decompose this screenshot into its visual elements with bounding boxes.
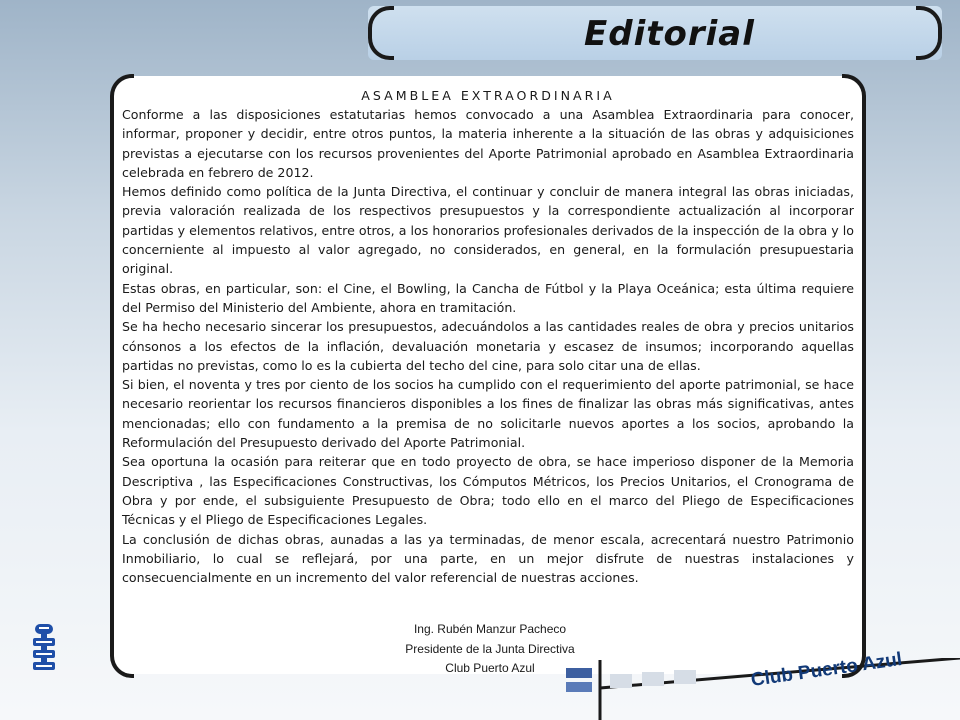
club-name-footer: Club Puerto Azul — [749, 648, 904, 691]
article-paragraph: Sea oportuna la ocasión para reiterar que en todo proyecto de obra, se hace imperioso disponer de la Memoria Descriptiva , las Especificaciones Constructivas, los Cómputos Métricos, los Precios Unitarios, el Cronograma de Obra y por ende, el subsiguiente Presupuesto de Obra; todo ello en el marco del Pliego de Especificaciones Técnicas y el Pliego de Especificaciones Legales. — [122, 454, 854, 528]
article-heading: ASAMBLEA EXTRAORDINARIA — [361, 88, 615, 103]
signature-name: Ing. Rubén Manzur Pacheco — [413, 622, 567, 636]
article — [122, 86, 854, 587]
article-paragraph: Conforme a las disposiciones estatutarias hemos convocado a una Asamblea Extraordinaria para conocer, informar, proponer y decidir, entre otros puntos, la materia inherente a la situación de las obras y adquisiciones previstas a ejecutarse con los recursos provenientes del Aporte Patrimonial aprobado en Asamblea Extraordinaria celebrada en febrero de 2012. — [122, 107, 854, 180]
panel-frame-right — [862, 120, 866, 630]
article-paragraph: Estas obras, en particular, son: el Cine, el Bowling, la Cancha de Fútbol y la Playa Oceánica; esta última requiere del Permiso del Ministerio del Ambiente, ahora en tramitación. — [122, 280, 854, 315]
panel-frame-left — [110, 120, 114, 630]
signature-role: Presidente de la Junta Directiva — [405, 641, 575, 656]
club-logo-icon — [20, 622, 68, 678]
signature-org: Club Puerto Azul — [445, 661, 535, 675]
article-paragraph: Hemos definido como política de la Junta Directiva, el continuar y concluir de manera integral las obras iniciadas, previa valoración realizada de los respectivos presupuestos y la correspondiente actualización al incorporar partidas y elementos relativos, entre otros, a los honorarios profesionales derivados de la inspección de la obra y lo concerniente al impuesto al valor agregado, no considerados, en general, en la formulación presupuestaria original. — [122, 184, 854, 277]
article-paragraph: Se ha hecho necesario sincerar los presupuestos, adecuándolos a las cantidades reales de obra y precios unitarios cónsonos a los efectos de la inflación, devaluación monetaria y escasez de insumos; incorporando aquellas partidas no previstas, como lo es la cubierta del techo del cine, para solo citar una de ellas. — [122, 319, 854, 373]
page-title: Editorial — [584, 14, 755, 54]
panel-frame-bottom-left — [110, 628, 134, 678]
article-paragraph: La conclusión de dichas obras, aunadas a las ya terminadas, de menor escala, acrecentará nuestro Patrimonio Inmobiliario, lo cual se reflejará, por una parte, en un mejor disfrute de nuestras instalaciones y consecuencialmente en un incremento del valor referencial de nuestras acciones. — [122, 531, 854, 586]
article-paragraph: Si bien, el noventa y tres por ciento de los socios ha cumplido con el requerimiento del aporte patrimonial, se hace necesario reorientar los recursos financieros disponibles a los fines de finalizar las obras más significativas, antes mencionadas; ello con fundamento a la premisa de no solicitarle nuevos aportes a los socios, aprobando la Reformulación del Presupuesto derivado del Aporte Patrimonial. — [122, 377, 854, 451]
